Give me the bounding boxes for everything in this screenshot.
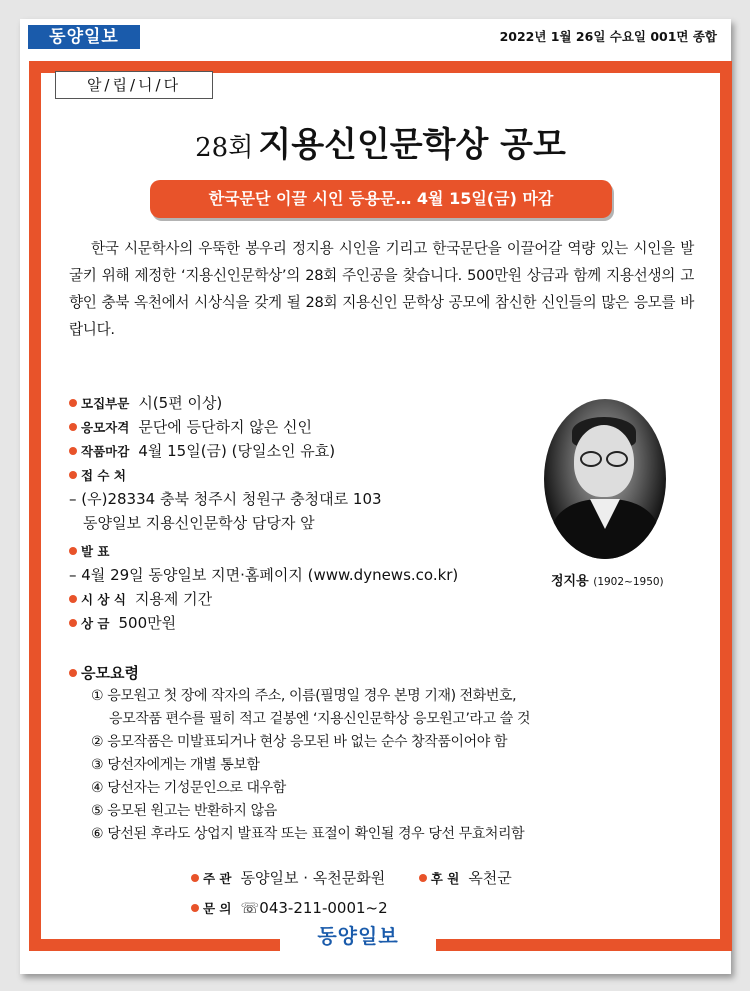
contact-line: 문 의 ☏043-211-0001~2 — [191, 899, 388, 917]
requirement-item: ③ 당선자에게는 개별 통보함 — [91, 757, 260, 773]
bullet-icon — [69, 669, 77, 677]
bullet-icon — [69, 471, 77, 479]
info-row-category: 모집부문 시(5편 이상) — [69, 391, 569, 415]
info-announce-value: – 4월 29일 동양일보 지면·홈페이지 (www.dynews.co.kr) — [69, 566, 459, 584]
bullet-icon — [419, 874, 427, 882]
bullet-icon — [191, 904, 199, 912]
bullet-icon — [69, 547, 77, 555]
bullet-icon — [191, 874, 199, 882]
requirement-item: ④ 당선자는 기성문인으로 대우함 — [91, 780, 286, 796]
title-main: 지용신인문학상 공모 — [258, 125, 566, 165]
requirement-item: ② 응모작품은 미발표되거나 현상 응모된 바 없는 순수 창작품이어야 함 — [91, 734, 508, 750]
info-row-address-label: 접 수 처 — [69, 463, 569, 487]
portrait-caption: 정지용 (1902~1950) — [551, 574, 664, 589]
info-row-prize: 상 금 500만원 — [69, 611, 569, 635]
newspaper-page — [20, 19, 731, 974]
bullet-icon — [69, 595, 77, 603]
info-row-deadline: 작품마감 4월 15일(금) (당일소인 유효) — [69, 439, 569, 463]
requirements-section — [69, 661, 709, 846]
info-row-ceremony: 시 상 식 지용제 기간 — [69, 587, 569, 611]
info-list — [69, 391, 569, 635]
title-number: 28회 — [195, 133, 254, 163]
footer-logo: 동양일보 — [280, 921, 436, 951]
requirement-item: ⑥ 당선된 후라도 상업지 발표작 또는 표절이 확인될 경우 당선 무효처리함 — [91, 826, 525, 842]
info-row-announce-label: 발 표 — [69, 539, 569, 563]
requirement-item: ① 응모원고 첫 장에 작자의 주소, 이름(필명일 경우 본명 기재) 전화번호, — [91, 688, 517, 704]
intro-paragraph: 한국 시문학사의 우뚝한 봉우리 정지용 시인을 기리고 한국문단을 이끌어갈 역량 있는 시인을 발굴키 위해 제정한 ‘지용신인문학상’의 28회 주인공을 찾습니다. 500만원 상금과 함께 지용선생의 고향인 충북 옥천에서 시상식을 갖게 될 28회 지용신인 문학상 공모에 참신한 신인들의 많은 응모를 바랍니다. — [69, 240, 694, 338]
bullet-icon — [69, 619, 77, 627]
info-row-eligibility: 응모자격 문단에 등단하지 않은 신인 — [69, 415, 569, 439]
newspaper-logo: 동양일보 — [28, 25, 140, 49]
bullet-icon — [69, 447, 77, 455]
host-line: 주 관 동양일보 · 옥천문화원 후 원 옥천군 — [191, 867, 512, 888]
bullet-icon — [69, 423, 77, 431]
dateline: 2022년 1월 26일 수요일 001면 종합 — [499, 29, 717, 44]
info-address-line1: – (우)28334 충북 청주시 청원구 충청대로 103 — [69, 490, 382, 508]
requirements-heading: 응모요령 — [69, 661, 709, 685]
requirement-item: ⑤ 응모된 원고는 반환하지 않음 — [91, 803, 277, 819]
deadline-banner: 한국문단 이끌 시인 등용문… 4월 15일(금) 마감 — [150, 180, 612, 218]
notice-tag: 알/립/니/다 — [55, 71, 213, 99]
notice-title — [41, 117, 720, 166]
portrait-photo — [544, 399, 666, 559]
notice-frame — [29, 61, 732, 951]
bullet-icon — [69, 399, 77, 407]
info-address-line2: 동양일보 지용신인문학상 담당자 앞 — [83, 514, 315, 532]
requirement-item: 응모작품 편수를 필히 적고 겉봉엔 ‘지용신인문학상 응모원고’라고 쓸 것 — [109, 711, 531, 727]
